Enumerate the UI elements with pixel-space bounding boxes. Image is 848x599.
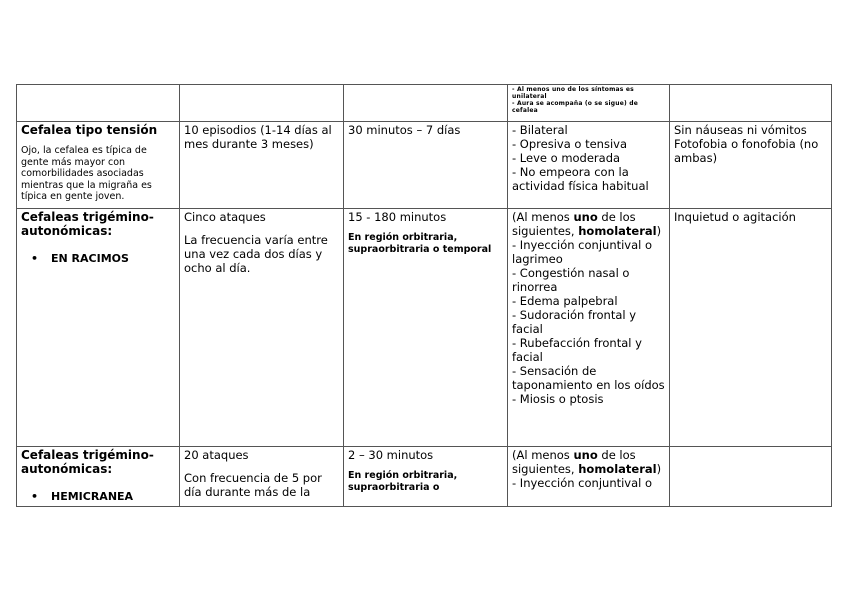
associated-item: Sin náuseas ni vómitos (674, 123, 807, 137)
episodes-cell (180, 209, 344, 447)
characteristic-item: - Inyección conjuntival o (512, 476, 653, 490)
headache-type-title: Cefaleas trigémino-autonómicas: (21, 210, 154, 238)
duration-cell (344, 85, 508, 122)
characteristics-intro: (Al menos uno de los siguientes, homolateral) (512, 448, 662, 476)
table-row (17, 447, 832, 507)
table-row (17, 85, 832, 122)
associated-item: Fotofobia o fonofobia (no ambas) (674, 137, 819, 165)
duration-cell (344, 447, 508, 507)
table-row (17, 122, 832, 209)
episodes-text: 10 episodios (1-14 días al mes durante 3 meses) (184, 123, 332, 151)
characteristic-item: - Congestión nasal o rinorrea (512, 266, 630, 294)
type-cell (17, 85, 180, 122)
headache-type-title: Cefaleas trigémino-autonómicas: (21, 448, 154, 476)
duration-cell (344, 122, 508, 209)
duration-text: 15 - 180 minutos (348, 210, 447, 224)
type-cell (17, 447, 180, 507)
associated-cell (670, 122, 832, 209)
episodes-text: 20 ataques (184, 448, 249, 462)
headache-type-title: Cefalea tipo tensión (21, 123, 158, 137)
characteristic-item: - Sudoración frontal y facial (512, 308, 637, 336)
duration-text: 30 minutos – 7 días (348, 123, 461, 137)
type-cell (17, 209, 180, 447)
characteristic-item: - Miosis o ptosis (512, 392, 604, 406)
characteristic-item: - Opresiva o tensiva (512, 137, 628, 151)
symptom-line: - Aura se acompaña (o se sigue) de cefalea (512, 100, 638, 114)
frequency-text: Con frecuencia de 5 por día durante más de la (184, 471, 322, 499)
symptom-line: - Al menos uno de los síntomas es unilateral (512, 86, 634, 100)
episodes-text: Cinco ataques (184, 210, 266, 224)
clinical-note: Ojo, la cefalea es típica de gente más mayor con comorbilidades asociadas mientras que la migraña es típica en gente joven. (21, 145, 152, 202)
characteristic-item: - Inyección conjuntival o lagrimeo (512, 238, 653, 266)
episodes-cell (180, 85, 344, 122)
characteristics-intro: (Al menos uno de los siguientes, homolateral) (512, 210, 662, 238)
associated-item: Inquietud o agitación (674, 210, 796, 224)
episodes-cell (180, 447, 344, 507)
associated-cell (670, 447, 832, 507)
characteristic-item: - No empeora con la actividad física habitual (512, 165, 649, 193)
characteristics-cell (508, 85, 670, 122)
characteristic-item: - Bilateral (512, 123, 568, 137)
headache-criteria-table (16, 84, 832, 507)
duration-text: 2 – 30 minutos (348, 448, 434, 462)
subtype-label: HEMICRANEA (51, 490, 134, 503)
frequency-text: La frecuencia varía entre una vez cada dos días y ocho al día. (184, 233, 328, 275)
subtype-label: EN RACIMOS (51, 252, 129, 265)
characteristic-item: - Edema palpebral (512, 294, 618, 308)
subtype-bullet: • HEMICRANEA (31, 490, 134, 503)
duration-cell (344, 209, 508, 447)
characteristics-cell (508, 209, 670, 447)
characteristics-cell (508, 447, 670, 507)
episodes-cell (180, 122, 344, 209)
location-text: En región orbitraria, supraorbitraria o temporal (348, 232, 492, 255)
location-text: En región orbitraria, supraorbitraria o (348, 470, 458, 493)
characteristic-item: - Leve o moderada (512, 151, 621, 165)
type-cell (17, 122, 180, 209)
associated-cell (670, 209, 832, 447)
characteristic-item: - Sensación de taponamiento en los oídos (512, 364, 665, 392)
characteristics-cell (508, 122, 670, 209)
characteristic-item: - Rubefacción frontal y facial (512, 336, 642, 364)
associated-cell (670, 85, 832, 122)
table-row (17, 209, 832, 447)
subtype-bullet: • EN RACIMOS (31, 252, 129, 265)
